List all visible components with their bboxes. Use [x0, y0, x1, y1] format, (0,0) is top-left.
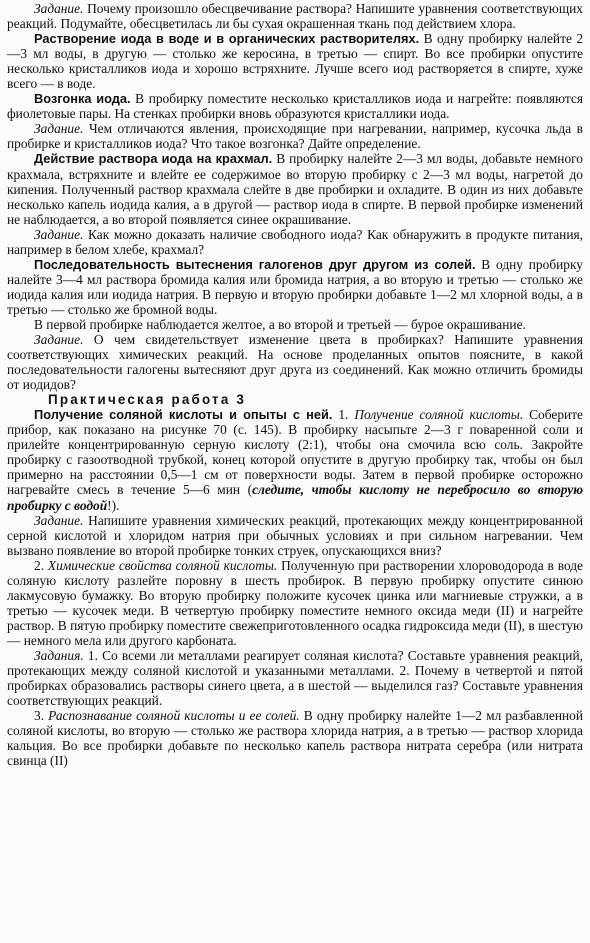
- task-paragraph: [7, 227, 583, 257]
- step-title: Распознавание соляной кислоты и ее солей.: [48, 708, 300, 724]
- experiment-iodine-starch: [7, 151, 583, 226]
- experiment-text: Полученную при растворении хлороводорода в воде соляную кислоту разлейте поровну в шесть пробирок. В первую пробирку опустите синюю лакмусовую бумажку. Во вторую пробирку положите кусочек цинка или магниевые стружки, а в третью — кусочек меди. В четвертую пробирку поместите немного оксида меди (II) и нагрейте раствор. В пятую пробирку поместите свежеприготовленного осадка гидроксида меди (II), в шестую — немного мела или другого карбоната.: [7, 557, 584, 648]
- section-title: Практическая работа 3: [48, 392, 247, 408]
- task-text: Как можно доказать наличие свободного иода? Как обнаружить в продуктe питания, например в белом хлебе, крахмал?: [7, 226, 583, 257]
- experiment-hcl-recognition: [7, 708, 583, 768]
- experiment-heading: Возгонка иода.: [34, 91, 131, 107]
- task-text: Напишите уравнения химических реакций, протекающих между концентрированной серной кислотой и хлоридом натрия при обычных условиях и при сильном нагревании. Чем вызвано появление во второй пробирке тонких струек, опускающихся вниз?: [7, 512, 583, 558]
- task-text: Почему произошло обесцвечивание раствора? Напишите уравнения соответствующих реакций. Подумайте, обесцветилась ли бы сухая окрашенная ткань под действием хлора.: [7, 1, 583, 32]
- task-label: Задание.: [34, 1, 84, 16]
- task-paragraph: [7, 648, 583, 708]
- step-title: Получение соляной кислоты.: [354, 407, 524, 423]
- task-label: Задание.: [34, 226, 84, 242]
- experiment-text: Соберите прибор, как показано на рисунке 70 (с. 145). В пробирку насыпьте 2—3 г поваренной соли и прилейте концентрированную серную кислоту (2:1), чтобы она смочила всю соль. Закройте пробирку с газоотводной трубкой, конец которой опустите в другую пробирку так, чтобы он был примерно на расстоянии 0,5—1 см от поверхности воды. Затем в первой пробирке осторожно нагревайте смесь в течение 5—6 мин (: [7, 407, 583, 498]
- task-text: О чем свидетельствует изменение цвета в пробирках? Напишите уравнения соответствующих химических реакций. На основе проделанных опытов поясните, в какой последовательности галогены вытесняют друг друга из соединений. Как можно отличить бромиды от иодидов?: [7, 332, 583, 393]
- experiment-heading: Действие раствора иода на крахмал.: [34, 151, 273, 167]
- step-number: 1.: [332, 407, 355, 423]
- task-label: Задание.: [34, 332, 84, 348]
- experiment-text-end: !).: [107, 497, 120, 513]
- task-label: Задания.: [34, 647, 84, 663]
- experiment-text: В пробирку поместите несколько кристалликов иода и нагрейте: появляются фиолетовые пары. На стенках пробирки вновь образуются кристаллики иода.: [7, 91, 583, 122]
- experiment-hcl-preparation: [7, 407, 583, 512]
- observation-paragraph: В первой пробирке наблюдается желтое, а во второй и третьей — бурое окрашивание.: [34, 316, 526, 332]
- task-text: Чем отличаются явления, происходящие при нагревании, например, кусочка льда в пробирке и кристалликов иода? Что такое возгонка? Дайте определение.: [7, 121, 583, 152]
- task-paragraph: [7, 513, 583, 558]
- step-number: 3.: [34, 708, 49, 724]
- step-title: Химические свойства соляной кислоты.: [47, 557, 278, 573]
- step-number: 2.: [34, 557, 48, 573]
- task-label: Задание.: [34, 121, 84, 137]
- experiment-hcl-properties: [7, 558, 583, 648]
- experiment-heading: Растворение иода в воде и в органических растворителях.: [34, 31, 420, 47]
- task-text: 1. Со всеми ли металлами реагирует соляная кислота? Составьте уравнения реакций, протекающих между соляной кислотой и указанными металлами. 2. Почему в четвертой и пятой пробирках образовались растворы синего цвета, а в шестой — выделился газ? Составьте уравнения соответствующих реакций.: [7, 647, 583, 709]
- experiment-text: В пробирку налейте 2—3 мл воды, добавьте немного крахмала, встряхните и влейте ее содержимое во вторую пробирку с 2—3 мл воды, нагретой до кипения. Полученный раствор крахмала слейте в две пробирки и охладите. В один из них добавьте несколько капель иодида калия, а в другой — раствор иода в спирте. В первой пробирке изменений не наблюдается, а во второй появляется синее окрашивание.: [7, 151, 583, 227]
- task-label: Задание.: [34, 512, 84, 528]
- experiment-heading: Последовательность вытеснения галогенов друг другом из солей.: [34, 256, 476, 272]
- task-paragraph: [7, 1, 583, 31]
- task-paragraph: [7, 332, 583, 392]
- experiment-halogen-displacement: [7, 257, 583, 317]
- experiment-heading: Получение соляной кислоты и опыты с ней.: [34, 407, 333, 423]
- experiment-text: В одну пробирку налейте 1—2 мл разбавленной соляной кислоты, во вторую — столько же раствора хлорида натрия, а в третью — раствор хлорида кальция. Во все пробирки добавьте по несколько капель раствора нитрата серебра (или нитрата свинца (II): [7, 708, 584, 769]
- experiment-text: В одну пробирку налейте 2—3 мл воды, в другую — столько же керосина, в третью — спирт. Во все пробирки опустите несколько кристалликов иода и хорошо встряхните. Лучше всего иод растворяется в спирте, хуже всего — в воде.: [7, 31, 584, 92]
- experiment-iodine-sublimation: [7, 91, 583, 121]
- task-paragraph: [7, 121, 583, 151]
- safety-warning: следите, чтобы кислоту не перебросило во вторую пробирку с водой: [7, 482, 583, 513]
- experiment-iodine-dissolving: [7, 31, 583, 91]
- experiment-text: В одну пробирку налейте 3—4 мл раствора бромида калия или бромида натрия, а во вторую и третью — столько же иодида калия или иодида натрия. В первую и вторую пробирки добавьте 1—2 мл хлорной воды, а в третью — столько же бромной воды.: [7, 256, 584, 317]
